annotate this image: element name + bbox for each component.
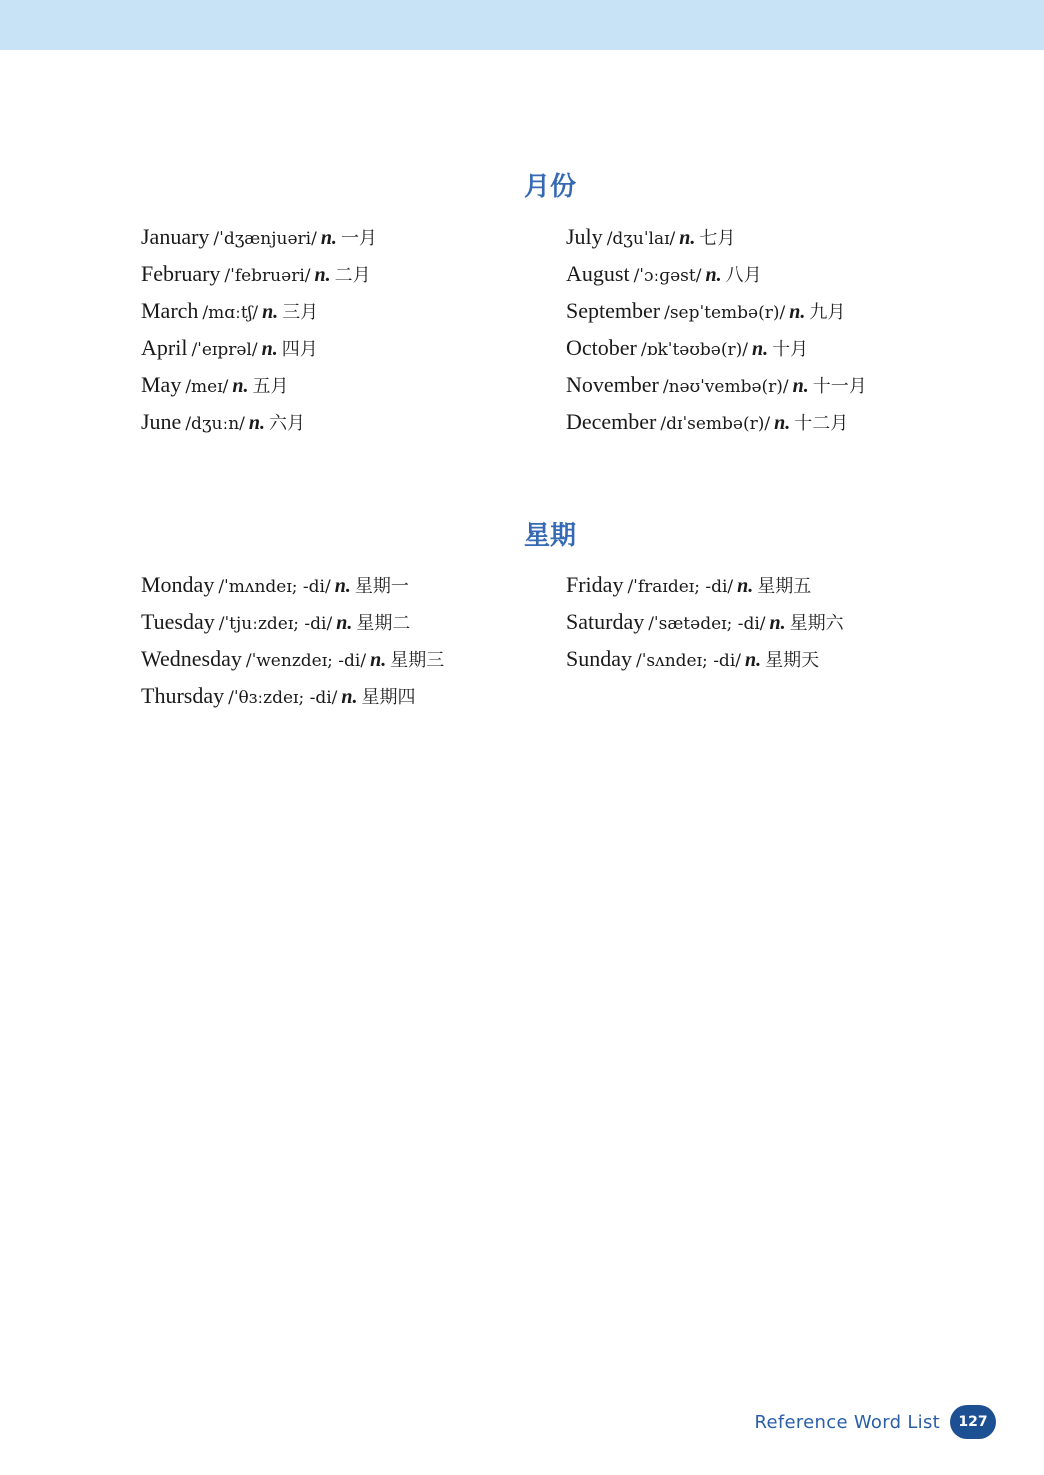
entry-word: December <box>566 409 657 434</box>
entry-pronunciation: /nəʊˈvembə(r)/ <box>662 377 789 397</box>
entry-pronunciation: /dɪˈsembə(r)/ <box>660 414 771 434</box>
entry-pronunciation: /ˈdʒænjuəri/ <box>213 229 317 249</box>
entry-translation: 九月 <box>809 302 846 323</box>
entry-pronunciation: /ˈsætədeɪ; -di/ <box>648 614 766 634</box>
entry-pronunciation: /mɑːtʃ/ <box>202 303 259 323</box>
entry-word: April <box>141 335 188 360</box>
months-right-column <box>566 218 867 440</box>
page-number-badge: 127 <box>950 1405 996 1439</box>
entry-translation: 十二月 <box>794 413 849 434</box>
entry-pronunciation: /ˈsʌndeɪ; -di/ <box>636 651 741 671</box>
word-entry <box>566 366 867 403</box>
word-entry <box>141 218 377 255</box>
entry-pronunciation: /sepˈtembə(r)/ <box>664 303 786 323</box>
entry-word: May <box>141 372 182 397</box>
word-entry <box>566 566 844 603</box>
entry-translation: 六月 <box>269 413 306 434</box>
word-entry <box>141 677 444 714</box>
page-footer <box>754 1405 996 1439</box>
footer-label: Reference Word List <box>754 1411 940 1433</box>
entry-part-of-speech: n. <box>370 649 387 671</box>
entry-part-of-speech: n. <box>744 649 762 671</box>
entry-word: August <box>566 261 630 286</box>
entry-pronunciation: /ˈtjuːzdeɪ; -di/ <box>218 614 333 634</box>
entry-part-of-speech: n. <box>774 412 791 434</box>
entry-word: February <box>141 261 221 286</box>
months-left-column <box>141 218 377 440</box>
top-color-band <box>0 0 1044 50</box>
word-entry <box>566 640 844 677</box>
word-entry <box>141 640 444 677</box>
word-entry <box>566 603 844 640</box>
word-entry <box>141 603 444 640</box>
entry-translation: 星期四 <box>361 687 416 708</box>
entry-part-of-speech: n. <box>262 301 279 323</box>
entry-pronunciation: /ˈwenzdeɪ; -di/ <box>245 651 367 671</box>
entry-word: Friday <box>566 572 624 597</box>
entry-part-of-speech: n. <box>320 227 337 249</box>
entry-part-of-speech: n. <box>334 575 351 597</box>
entry-translation: 星期五 <box>757 576 812 597</box>
entry-part-of-speech: n. <box>248 412 266 434</box>
entry-word: September <box>566 298 661 323</box>
entry-part-of-speech: n. <box>769 612 786 634</box>
entry-part-of-speech: n. <box>232 375 249 397</box>
entry-word: November <box>566 372 659 397</box>
entry-word: June <box>141 409 182 434</box>
entry-word: January <box>141 224 210 249</box>
entry-translation: 四月 <box>281 339 318 360</box>
word-entry <box>141 403 377 440</box>
entry-word: March <box>141 298 199 323</box>
word-entry <box>566 255 867 292</box>
entry-part-of-speech: n. <box>792 375 809 397</box>
section-title-weekdays: 星期 <box>523 521 576 551</box>
entry-word: July <box>566 224 603 249</box>
entry-pronunciation: /meɪ/ <box>185 377 229 397</box>
word-entry <box>141 329 377 366</box>
entry-word: Wednesday <box>141 646 242 671</box>
entry-pronunciation: /ˈɔːɡəst/ <box>633 266 702 286</box>
word-entry <box>141 566 444 603</box>
entry-word: Thursday <box>141 683 225 708</box>
word-entry <box>566 218 867 255</box>
entry-part-of-speech: n. <box>261 338 278 360</box>
entry-pronunciation: /ɒkˈtəʊbə(r)/ <box>640 340 748 360</box>
entry-part-of-speech: n. <box>751 338 769 360</box>
entry-part-of-speech: n. <box>336 612 353 634</box>
entry-pronunciation: /dʒuˈlaɪ/ <box>606 229 676 249</box>
entry-pronunciation: /ˈθɜːzdeɪ; -di/ <box>228 688 338 708</box>
word-entry <box>566 403 867 440</box>
entry-part-of-speech: n. <box>737 575 754 597</box>
entry-translation: 七月 <box>699 228 736 249</box>
entry-part-of-speech: n. <box>705 264 722 286</box>
entry-translation: 八月 <box>725 265 762 286</box>
entry-translation: 星期一 <box>354 576 409 597</box>
word-entry <box>566 292 867 329</box>
entry-part-of-speech: n. <box>679 227 696 249</box>
entry-translation: 五月 <box>252 376 289 397</box>
entry-pronunciation: /ˈfraɪdeɪ; -di/ <box>627 577 734 597</box>
entry-part-of-speech: n. <box>789 301 806 323</box>
entry-translation: 二月 <box>334 265 371 286</box>
entry-pronunciation: /ˈfebruəri/ <box>224 266 311 286</box>
entry-pronunciation: /dʒuːn/ <box>185 414 245 434</box>
entry-word: October <box>566 335 637 360</box>
weekdays-left-column <box>141 566 444 714</box>
word-entry <box>141 366 377 403</box>
entry-pronunciation: /ˈeɪprəl/ <box>191 340 258 360</box>
entry-translation: 十月 <box>772 339 809 360</box>
entry-translation: 三月 <box>282 302 319 323</box>
entry-translation: 十一月 <box>812 376 867 397</box>
entry-word: Monday <box>141 572 215 597</box>
entry-pronunciation: /ˈmʌndeɪ; -di/ <box>218 577 331 597</box>
weekdays-right-column <box>566 566 844 677</box>
word-entry <box>141 292 377 329</box>
entry-word: Tuesday <box>141 609 215 634</box>
entry-part-of-speech: n. <box>341 686 358 708</box>
word-entry <box>141 255 377 292</box>
entry-translation: 一月 <box>340 228 377 249</box>
section-title-months: 月份 <box>523 172 576 202</box>
entry-translation: 星期二 <box>356 613 411 634</box>
entry-translation: 星期天 <box>765 650 820 671</box>
entry-word: Saturday <box>566 609 645 634</box>
entry-word: Sunday <box>566 646 632 671</box>
entry-part-of-speech: n. <box>314 264 331 286</box>
word-entry <box>566 329 867 366</box>
entry-translation: 星期三 <box>390 650 445 671</box>
entry-translation: 星期六 <box>789 613 844 634</box>
